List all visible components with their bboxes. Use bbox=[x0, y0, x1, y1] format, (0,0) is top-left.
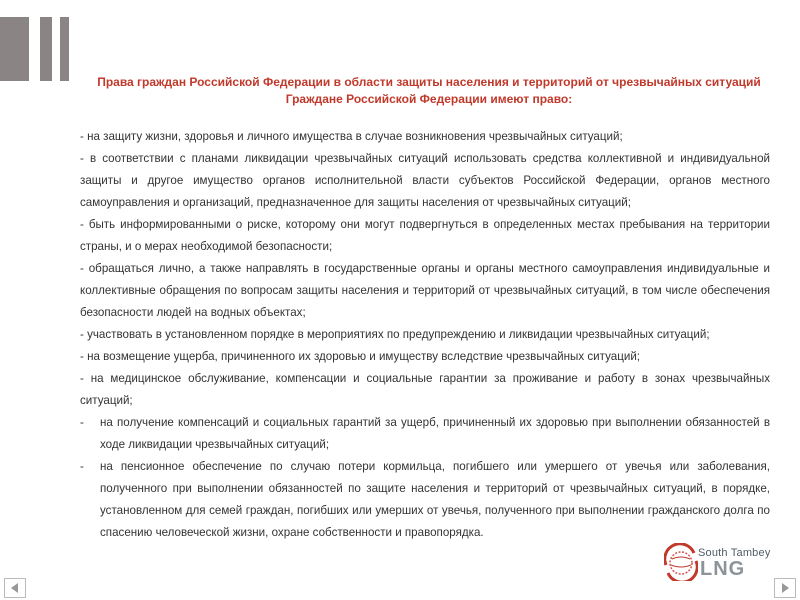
bullet-text: на пенсионное обеспечение по случаю потери кормильца, погибшего или умершего от увечья или заболевания, полученного при выполнении обязанностей по защите населения и территорий от чрезвычайных ситуаций, в порядке, установленном для семей граждан, погибших или умерших от увечья, полученного при выполнении гражданского долга по спасению человеческой жизни, охране собственности и правопорядка. bbox=[100, 460, 770, 539]
bullet-item bbox=[80, 412, 770, 456]
prev-slide-button[interactable] bbox=[4, 578, 26, 598]
decor-bar-2 bbox=[40, 17, 52, 81]
list-item: - обращаться лично, а также направлять в государственные органы и органы местного самоуправления индивидуальные и коллективные обращения по вопросам защиты населения и территорий от чрезвычайных ситуаций, в том числе обеспечения безопасности людей на водных объектах; bbox=[80, 262, 770, 319]
list-item: - участвовать в установленном порядке в мероприятиях по предупреждению и ликвидации чрезвычайных ситуаций; bbox=[80, 328, 710, 341]
next-slide-button[interactable] bbox=[774, 578, 796, 598]
list-item: - на возмещение ущерба, причиненного их здоровью и имуществу вследствие чрезвычайных ситуаций; bbox=[80, 350, 641, 363]
arrow-right-icon bbox=[778, 581, 792, 595]
globe-logo-icon bbox=[664, 543, 698, 581]
rights-list bbox=[80, 126, 770, 544]
bullet-marker: - bbox=[80, 416, 84, 429]
page-title: Права граждан Российской Федерации в области защиты населения и территорий от чрезвычайных ситуаций Граждане Российской Федерации имеют право: bbox=[97, 75, 761, 106]
company-logo bbox=[664, 543, 794, 583]
bullet-item bbox=[80, 456, 770, 544]
list-item: - на защиту жизни, здоровья и личного имущества в случае возникновения чрезвычайных ситуаций; bbox=[80, 130, 623, 143]
list-item: - в соответствии с планами ликвидации чрезвычайных ситуаций использовать средства коллективной и индивидуальной защиты и другое имущество органов исполнительной власти субъектов Российской Федерации, органов местного самоуправления и организаций, предназначенное для защиты населения от чрезвычайных ситуаций; bbox=[80, 152, 770, 209]
bullet-text: на получение компенсаций и социальных гарантий за ущерб, причиненный их здоровью при выполнении обязанностей в ходе ликвидации чрезвычайных ситуаций; bbox=[100, 416, 770, 451]
decor-bar-1 bbox=[0, 17, 29, 81]
arrow-left-icon bbox=[8, 581, 22, 595]
decor-bar-3 bbox=[60, 17, 69, 81]
list-item: - на медицинское обслуживание, компенсации и социальные гарантии за проживание и работу в зонах чрезвычайных ситуаций; bbox=[80, 372, 770, 407]
list-item: - быть информированными о риске, которому они могут подвергнуться в определенных местах пребывания на территории страны, и о мерах необходимой безопасности; bbox=[80, 218, 770, 253]
bullet-marker: - bbox=[80, 460, 84, 473]
logo-line-1: South Tambey bbox=[698, 547, 771, 559]
logo-line-2: LNG bbox=[700, 558, 746, 580]
